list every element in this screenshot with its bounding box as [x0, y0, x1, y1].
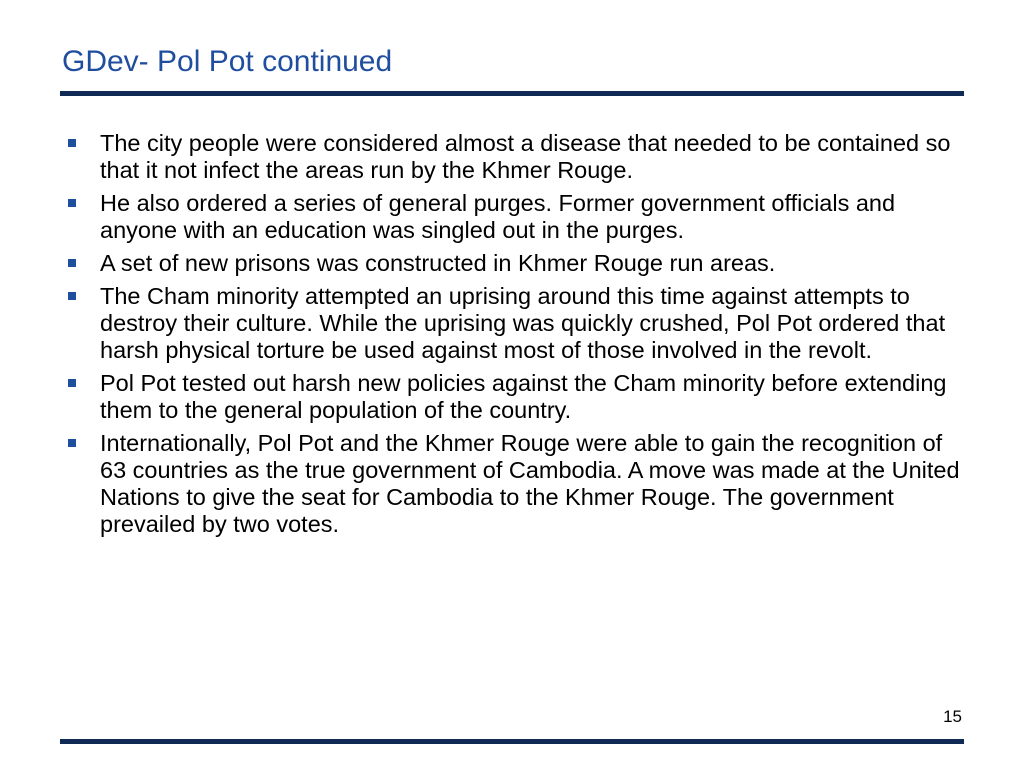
square-bullet-icon — [68, 379, 76, 387]
title-divider — [60, 91, 964, 96]
bullet-text: A set of new prisons was constructed in Khmer Rouge run areas. — [100, 250, 776, 276]
bullet-text: The Cham minority attempted an uprising around this time against attempts to destroy their culture. While the uprising was quickly crushed, Pol Pot ordered that harsh physical torture be used against most of those involved in the revolt. — [100, 283, 946, 363]
footer-divider — [60, 739, 964, 744]
square-bullet-icon — [68, 259, 76, 267]
bullet-item — [68, 190, 968, 244]
bullet-text: Internationally, Pol Pot and the Khmer Rouge were able to gain the recognition of 63 countries as the true government of Cambodia. A move was made at the United Nations to give the seat for Cambodia to the Khmer Rouge. The government prevailed by two votes. — [100, 430, 960, 537]
bullet-item — [68, 430, 968, 538]
square-bullet-icon — [68, 139, 76, 147]
bullet-item — [68, 283, 968, 364]
square-bullet-icon — [68, 199, 76, 207]
bullet-list — [68, 130, 968, 544]
square-bullet-icon — [68, 292, 76, 300]
page-number: 15 — [943, 707, 962, 726]
bullet-item — [68, 370, 968, 424]
square-bullet-icon — [68, 439, 76, 447]
bullet-text: The city people were considered almost a disease that needed to be contained so that it not infect the areas run by the Khmer Rouge. — [100, 130, 951, 183]
bullet-text: He also ordered a series of general purges. Former government officials and anyone with an education was singled out in the purges. — [100, 190, 896, 243]
bullet-text: Pol Pot tested out harsh new policies against the Cham minority before extending them to the general population of the country. — [100, 370, 947, 423]
bullet-item — [68, 250, 968, 277]
slide-title: GDev- Pol Pot continued — [62, 45, 393, 78]
bullet-item — [68, 130, 968, 184]
